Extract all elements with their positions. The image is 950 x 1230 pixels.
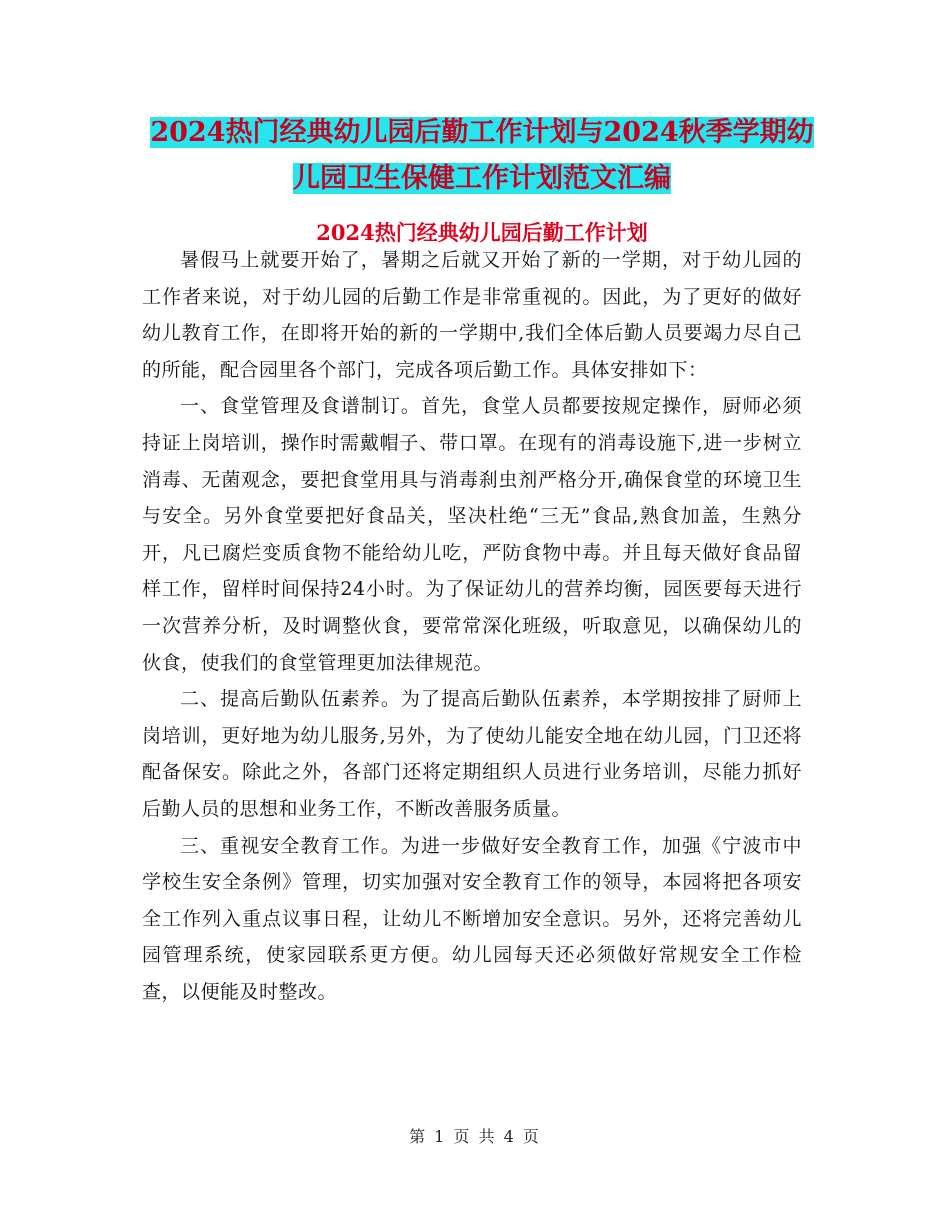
paragraph-canteen-management: 一、食堂管理及食谱制订。首先，食堂人员都要按规定操作，厨师必须持证上岗培训，操作时需戴帽子、带口罩。在现有的消毒设施下,进一步树立消毒、无菌观念，要把食堂用具与消毒刹虫剂严格分开,确保食堂的环境卫生与安全。另外食堂要把好食品关，坚决杜绝“三无”食品,熟食加盖，生熟分开，凡已腐烂变质食物不能给幼儿吃，严防食物中毒。并且每天做好食品留样工作，留样时间保持24小时。为了保证幼儿的营养均衡，园医要每天进行一次营养分析，及时调整伙食，要常常深化班级，听取意见，以确保幼儿的伙食，使我们的食堂管理更加法律规范。 xyxy=(142,395,802,674)
document-title-line-1: 2024热门经典幼儿园后勤工作计划与2024秋季学期幼 xyxy=(150,117,814,148)
document-body xyxy=(142,242,802,1010)
section-title: 2024热门经典幼儿园后勤工作计划 xyxy=(316,220,648,245)
paragraph-safety-education: 三、重视安全教育工作。为进一步做好安全教育工作，加强《宁波市中学校生安全条例》管理，切实加强对安全教育工作的领导，本园将把各项安全工作列入重点议事日程，让幼儿不断增加安全意识。另外，还将完善幼儿园管理系统，使家园联系更方便。幼儿园每天还必须做好常规安全工作检查，以便能及时整改。 xyxy=(142,834,802,1003)
document-title xyxy=(142,110,822,202)
paragraph-staff-quality: 二、提高后勤队伍素养。为了提高后勤队伍素养，本学期按排了厨师上岗培训，更好地为幼儿服务,另外，为了使幼儿能安全地在幼儿园，门卫还将配备保安。除此之外，各部门还将定期组织人员进行业务培训，尽能力抓好后勤人员的思想和业务工作，不断改善服务质量。 xyxy=(142,688,802,820)
paragraph-intro: 暑假马上就要开始了，暑期之后就又开始了新的一学期，对于幼儿园的工作者来说，对于幼儿园的后勤工作是非常重视的。因此，为了更好的做好幼儿教育工作，在即将开始的新的一学期中,我们全体后勤人员要竭力尽自己的所能，配合园里各个部门，完成各项后勤工作。具体安排如下： xyxy=(142,249,802,381)
page-number-footer: 第 1 页 共 4 页 xyxy=(409,1127,541,1146)
document-title-line-2: 儿园卫生保健工作计划范文汇编 xyxy=(293,163,671,194)
